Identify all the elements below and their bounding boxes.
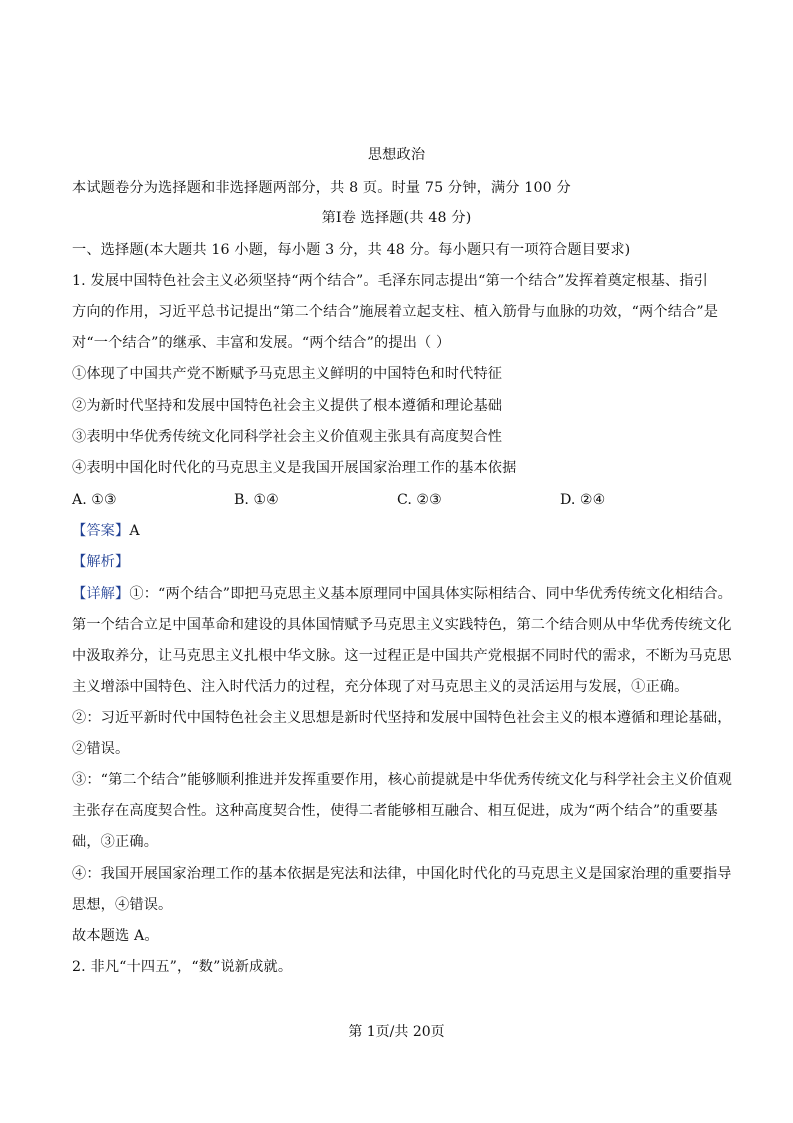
analysis-line bbox=[72, 552, 722, 572]
explanation-line bbox=[72, 584, 733, 604]
question-1-line: 对“一个结合”的继承、丰富和发展。“两个结合”的提出（ ） bbox=[72, 335, 451, 351]
explanation-line: 主张存在高度契合性。这种高度契合性，使得二者能够相互融合、相互促进，成为“两个结合”的重要基 bbox=[72, 803, 718, 819]
explanation-line: ②：习近平新时代中国特色社会主义思想是新时代坚持和发展中国特色社会主义的根本遵循和理论基础， bbox=[72, 710, 732, 726]
document-title: 思想政治 bbox=[367, 147, 426, 163]
explanation-line: ③：“第二个结合”能够顺利推进并发挥重要作用，核心前提就是中华优秀传统文化与科学社会主义价值观 bbox=[72, 772, 732, 788]
option-d: D. ②④ bbox=[560, 492, 606, 508]
explanation-line: 第一个结合立足中国革命和建设的具体国情赋予马克思主义实践特色，第二个结合则从中华优秀传统文化 bbox=[72, 617, 732, 633]
option-b: B. ①④ bbox=[234, 492, 279, 508]
answer-label: 【答案】 bbox=[72, 523, 130, 539]
volume-title: 第Ⅰ卷 选择题(共 48 分) bbox=[321, 210, 472, 226]
statement-1: ①体现了中国共产党不断赋予马克思主义鲜明的中国特色和时代特征 bbox=[72, 366, 503, 382]
explanation-line: ②错误。 bbox=[72, 741, 130, 757]
page-footer: 第 1页/共 20页 bbox=[348, 1024, 445, 1040]
explanation-line: ④：我国开展国家治理工作的基本依据是宪法和法律，中国化时代化的马克思主义是国家治理的重要指导 bbox=[72, 866, 732, 882]
question-1-line: 1. 发展中国特色社会主义必须坚持“两个结合”。毛泽东同志提出“第一个结合”发挥着奠定根基、指引 bbox=[72, 273, 708, 289]
explanation-line: 主义增添中国特色、注入时代活力的过程，充分体现了对马克思主义的灵活运用与发展，①正确。 bbox=[72, 679, 689, 695]
answer-line bbox=[72, 521, 722, 541]
explanation-text: ①：“两个结合”即把马克思主义基本原理同中国具体实际相结合、同中华优秀传统文化相结合。 bbox=[129, 586, 733, 602]
statement-3: ③表明中华优秀传统文化同科学社会主义价值观主张具有高度契合性 bbox=[72, 429, 503, 445]
conclusion: 故本题选 A。 bbox=[72, 928, 159, 944]
answer-value: A bbox=[129, 523, 140, 539]
explanation-line: 中汲取养分，让马克思主义扎根中华文脉。这一过程正是中国共产党根据不同时代的需求，不断为马克思 bbox=[72, 648, 732, 664]
statement-2: ②为新时代坚持和发展中国特色社会主义提供了根本遵循和理论基础 bbox=[72, 398, 503, 414]
statement-4: ④表明中国化时代化的马克思主义是我国开展国家治理工作的基本依据 bbox=[72, 460, 517, 476]
detail-label: 【详解】 bbox=[72, 586, 130, 602]
explanation-line: 思想，④错误。 bbox=[72, 897, 173, 913]
answer-options bbox=[72, 490, 722, 510]
question-2-line: 2. 非凡“十四五”，“数”说新成就。 bbox=[72, 959, 293, 975]
section-heading: 一、选择题(本大题共 16 小题，每小题 3 分，共 48 分。每小题只有一项符合题目要求) bbox=[72, 242, 631, 258]
question-1-line: 方向的作用，习近平总书记提出“第二个结合”施展着立起支柱、植入筋骨与血脉的功效，“两个结合”是 bbox=[72, 304, 719, 320]
exam-intro: 本试题卷分为选择题和非选择题两部分，共 8 页。时量 75 分钟，满分 100 分 bbox=[72, 180, 571, 196]
analysis-label: 【解析】 bbox=[72, 554, 130, 570]
option-c: C. ②③ bbox=[397, 492, 442, 508]
explanation-line: 础，③正确。 bbox=[72, 834, 159, 850]
option-a: A. ①③ bbox=[72, 492, 117, 508]
